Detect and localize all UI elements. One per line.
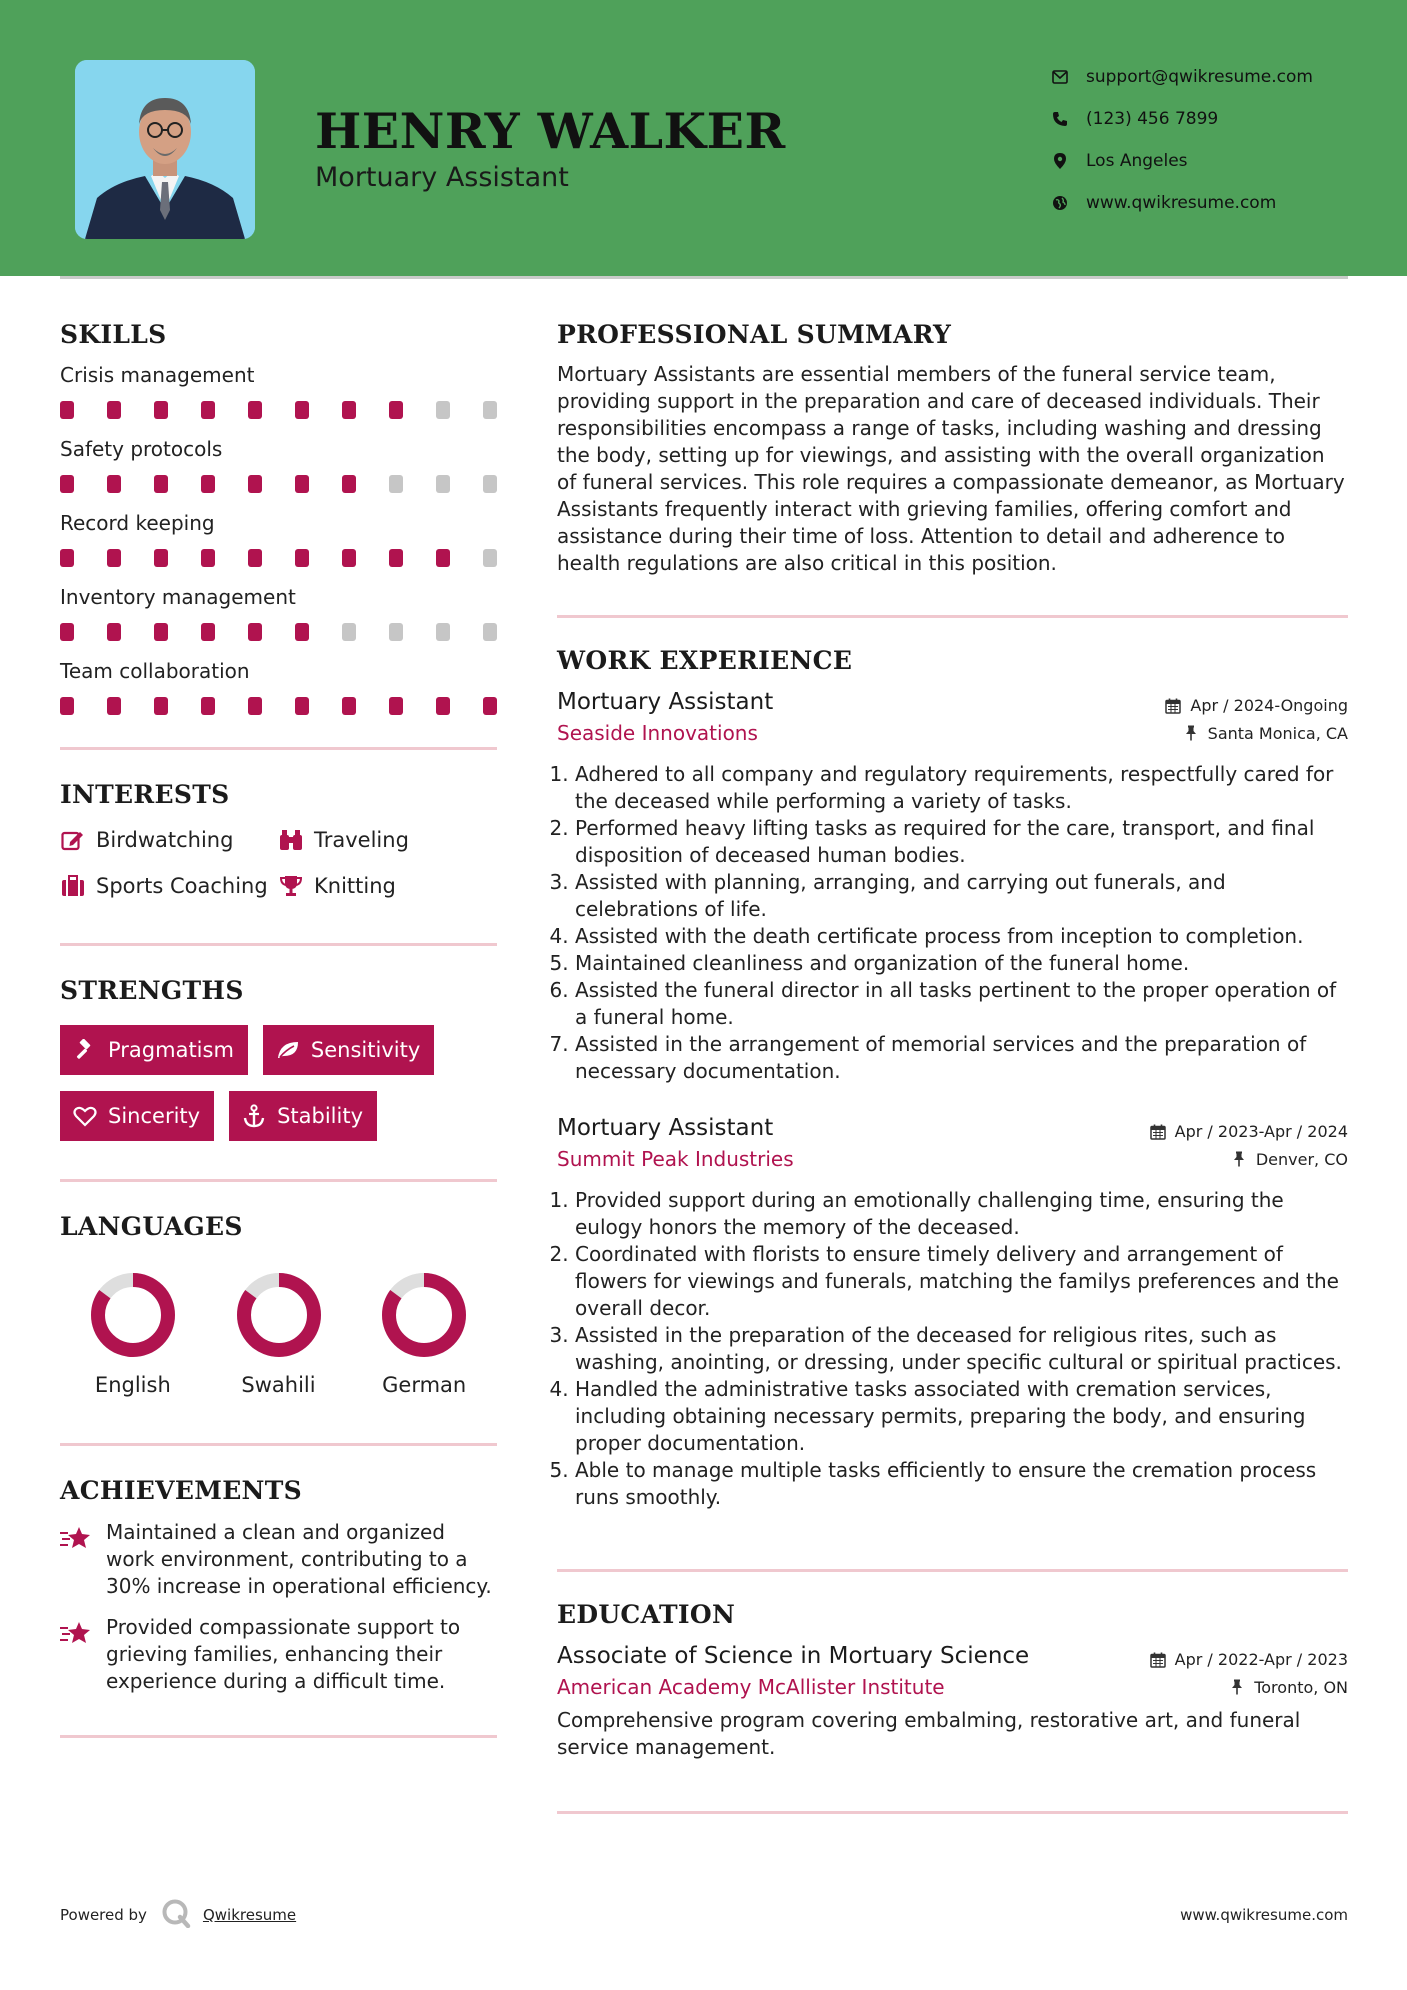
job-title: Mortuary Assistant <box>557 1115 774 1141</box>
skill-rating <box>60 623 497 643</box>
section-divider <box>60 747 497 750</box>
rating-dot-empty <box>483 475 497 493</box>
languages-heading: LANGUAGES <box>60 1212 243 1241</box>
interest-item <box>60 873 278 899</box>
leaf-icon <box>275 1037 301 1063</box>
job-subheader <box>557 721 1348 745</box>
rating-dot-filled <box>201 697 215 715</box>
rating-dot-filled <box>60 623 74 641</box>
job-bullets <box>557 1187 1348 1511</box>
rating-dot-empty <box>436 475 450 493</box>
powered-by-text: Powered by <box>60 1906 147 1924</box>
rating-dot-filled <box>436 549 450 567</box>
rating-dot-empty <box>436 623 450 641</box>
job-title: Mortuary Assistant <box>557 689 774 715</box>
contact-phone[interactable] <box>1050 98 1313 140</box>
strength-label: Sincerity <box>108 1104 201 1128</box>
skill-name: Inventory management <box>60 585 296 609</box>
briefcase-icon <box>60 873 86 899</box>
interest-label: Birdwatching <box>96 828 234 852</box>
rating-dot-filled <box>389 549 403 567</box>
education-location <box>1228 1678 1348 1697</box>
skills-heading: SKILLS <box>60 320 167 349</box>
rating-dot-empty <box>483 549 497 567</box>
education-date-text: Apr / 2022-Apr / 2023 <box>1174 1650 1348 1669</box>
achievements-heading: ACHIEVEMENTS <box>60 1476 302 1505</box>
job-header <box>557 689 1348 715</box>
interest-label: Traveling <box>314 828 409 852</box>
rating-dot-empty <box>342 623 356 641</box>
job-bullet: 1. Adhered to all company and regulatory requirements, respectfully cared for the deceased while performing a variety of tasks. <box>575 761 1348 815</box>
job-bullets <box>557 761 1348 1085</box>
education-degree: Associate of Science in Mortuary Science <box>557 1643 1030 1669</box>
language-label: Swahili <box>241 1373 316 1397</box>
rating-dot-filled <box>295 475 309 493</box>
skill-rating <box>60 401 497 421</box>
language-item <box>351 1269 497 1397</box>
job-bullet: 3. Assisted in the preparation of the deceased for religious rites, such as washing, anointing, or dressing, under specific cultural or spiritual practices. <box>575 1322 1348 1376</box>
contact-list <box>1050 56 1313 224</box>
strength-tag <box>60 1025 248 1075</box>
rating-dot-filled <box>60 401 74 419</box>
job-bullet: 5. Able to manage multiple tasks efficiently to ensure the cremation process runs smoothly. <box>575 1457 1348 1511</box>
contact-phone-text: (123) 456 7899 <box>1086 109 1219 129</box>
language-item <box>206 1269 352 1397</box>
qwikresume-link[interactable]: Qwikresume <box>202 1906 297 1924</box>
rating-dot-filled <box>154 401 168 419</box>
strength-label: Pragmatism <box>108 1038 234 1062</box>
qwikresume-logo-icon <box>161 1898 191 1932</box>
rating-dot-filled <box>107 475 121 493</box>
rating-dot-filled <box>154 697 168 715</box>
rating-dot-filled <box>295 549 309 567</box>
rating-dot-filled <box>154 549 168 567</box>
strengths-heading: STRENGTHS <box>60 976 244 1005</box>
interest-item <box>278 827 497 853</box>
language-item <box>60 1269 206 1397</box>
skill-name: Crisis management <box>60 363 255 387</box>
footer-powered-by <box>60 1898 296 1932</box>
contact-location-text: Los Angeles <box>1086 151 1188 171</box>
education-entry <box>557 1643 1348 1761</box>
job-location <box>1230 1150 1348 1169</box>
interest-item <box>278 873 497 899</box>
job-entry <box>557 689 1348 1085</box>
pushpin-icon <box>1230 1150 1248 1168</box>
language-donut <box>233 1269 325 1361</box>
rating-dot-filled <box>107 697 121 715</box>
binoculars-icon <box>278 827 304 853</box>
rating-dot-filled <box>154 623 168 641</box>
languages-section <box>60 1212 497 1397</box>
education-heading: EDUCATION <box>557 1600 736 1629</box>
job-date-text: Apr / 2023-Apr / 2024 <box>1174 1122 1348 1141</box>
education-description: Comprehensive program covering embalming, restorative art, and funeral service management. <box>557 1708 1301 1759</box>
rating-dot-empty <box>483 623 497 641</box>
job-header <box>557 1115 1348 1141</box>
skill-rating <box>60 697 497 717</box>
rating-dot-filled <box>107 401 121 419</box>
gavel-icon <box>72 1037 98 1063</box>
job-date <box>1149 1122 1348 1141</box>
rating-dot-empty <box>483 401 497 419</box>
section-divider <box>60 1179 497 1182</box>
education-school: American Academy McAllister Institute <box>557 1675 945 1699</box>
experience-section <box>557 646 1348 1511</box>
star-award-icon <box>60 1519 94 1600</box>
skill-name: Team collaboration <box>60 659 250 683</box>
strength-label: Sensitivity <box>310 1038 421 1062</box>
rating-dot-filled <box>295 623 309 641</box>
achievement-text: Maintained a clean and organized work environment, contributing to a 30% increase in operational efficiency. <box>106 1520 492 1598</box>
language-label: English <box>94 1373 171 1397</box>
job-entry <box>557 1115 1348 1511</box>
rating-dot-filled <box>483 697 497 715</box>
trophy-icon <box>278 873 304 899</box>
job-location <box>1182 724 1348 743</box>
calendar-icon <box>1149 1651 1167 1669</box>
interests-heading: INTERESTS <box>60 780 230 809</box>
contact-location <box>1050 140 1313 182</box>
achievements-section <box>60 1476 497 1695</box>
section-divider <box>557 1569 1348 1572</box>
rating-dot-filled <box>248 697 262 715</box>
rating-dot-filled <box>60 697 74 715</box>
job-bullet: 5. Maintained cleanliness and organization of the funeral home. <box>575 950 1348 977</box>
rating-dot-filled <box>201 549 215 567</box>
star-award-icon <box>60 1614 94 1695</box>
job-bullet: 2. Coordinated with florists to ensure timely delivery and arrangement of flowers for viewings and funerals, matching the familys preferences and the overall decor. <box>575 1241 1348 1322</box>
rating-dot-filled <box>201 623 215 641</box>
skill-item <box>60 363 497 421</box>
rating-dot-filled <box>436 697 450 715</box>
anchor-icon <box>241 1103 267 1129</box>
job-location-text: Santa Monica, CA <box>1207 723 1348 743</box>
summary-section <box>557 320 1348 577</box>
pushpin-icon <box>1182 724 1200 742</box>
languages-list <box>60 1269 497 1397</box>
skill-name: Record keeping <box>60 511 215 535</box>
education-date <box>1149 1650 1348 1669</box>
education-subheader <box>557 1675 1348 1699</box>
rating-dot-empty <box>389 475 403 493</box>
achievement-item <box>60 1614 497 1695</box>
skill-item <box>60 659 497 717</box>
rating-dot-filled <box>295 697 309 715</box>
contact-email[interactable] <box>1050 56 1313 98</box>
rating-dot-filled <box>342 549 356 567</box>
contact-website-text: www.qwikresume.com <box>1086 193 1277 213</box>
job-bullet: 1. Provided support during an emotionally challenging time, ensuring the eulogy honors the memory of the deceased. <box>575 1187 1348 1241</box>
rating-dot-filled <box>342 475 356 493</box>
rating-dot-filled <box>201 401 215 419</box>
pushpin-icon <box>1228 1678 1246 1696</box>
strengths-list <box>60 1025 497 1141</box>
skills-list <box>60 363 497 717</box>
strength-tag <box>60 1091 214 1141</box>
interests-list <box>60 827 497 899</box>
candidate-name: HENRY WALKER <box>315 102 786 160</box>
job-subheader <box>557 1147 1348 1171</box>
job-location-text: Denver, CO <box>1255 1149 1348 1169</box>
resume-header <box>0 0 1407 276</box>
strengths-section <box>60 976 497 1141</box>
rating-dot-filled <box>248 401 262 419</box>
interest-item <box>60 827 278 853</box>
profile-photo <box>75 60 255 239</box>
rating-dot-filled <box>389 697 403 715</box>
rating-dot-filled <box>342 401 356 419</box>
skill-rating <box>60 549 497 569</box>
calendar-icon <box>1164 697 1182 715</box>
language-label: German <box>382 1373 467 1397</box>
rating-dot-empty <box>436 401 450 419</box>
pencil-square-icon <box>60 827 86 853</box>
rating-dot-filled <box>107 623 121 641</box>
skill-item <box>60 585 497 643</box>
candidate-title: Mortuary Assistant <box>315 162 569 193</box>
contact-email-text: support@qwikresume.com <box>1086 67 1313 87</box>
skill-item <box>60 511 497 569</box>
section-divider <box>557 1811 1348 1814</box>
calendar-icon <box>1149 1123 1167 1141</box>
rating-dot-filled <box>248 475 262 493</box>
job-date-text: Apr / 2024-Ongoing <box>1190 696 1348 715</box>
experience-heading: WORK EXPERIENCE <box>557 646 853 675</box>
skill-name: Safety protocols <box>60 437 223 461</box>
strength-label: Stability <box>277 1104 364 1128</box>
language-donut <box>378 1269 470 1361</box>
heart-icon <box>72 1103 98 1129</box>
education-header <box>557 1643 1348 1669</box>
skills-section <box>60 320 497 717</box>
phone-icon <box>1050 109 1070 129</box>
education-section <box>557 1600 1348 1761</box>
rating-dot-filled <box>201 475 215 493</box>
section-divider <box>60 943 497 946</box>
rating-dot-filled <box>295 401 309 419</box>
rating-dot-empty <box>389 623 403 641</box>
section-divider <box>60 1735 497 1738</box>
right-column <box>557 320 1348 1814</box>
job-company: Summit Peak Industries <box>557 1147 794 1171</box>
rating-dot-filled <box>60 549 74 567</box>
job-company: Seaside Innovations <box>557 721 758 745</box>
rating-dot-filled <box>342 697 356 715</box>
rating-dot-filled <box>107 549 121 567</box>
skill-rating <box>60 475 497 495</box>
rating-dot-filled <box>60 475 74 493</box>
rating-dot-filled <box>248 549 262 567</box>
job-bullet: 2. Performed heavy lifting tasks as required for the care, transport, and final disposition of deceased human bodies. <box>575 815 1348 869</box>
job-date <box>1164 696 1348 715</box>
job-bullet: 4. Assisted with the death certificate process from inception to completion. <box>575 923 1348 950</box>
globe-icon <box>1050 193 1070 213</box>
achievement-text: Provided compassionate support to grieving families, enhancing their experience during a difficult time. <box>106 1615 461 1693</box>
interest-label: Knitting <box>314 874 396 898</box>
footer-website[interactable]: www.qwikresume.com <box>1180 1906 1348 1924</box>
rating-dot-filled <box>248 623 262 641</box>
job-bullet: 4. Handled the administrative tasks associated with cremation services, including obtaining necessary permits, preparing the body, and ensuring proper documentation. <box>575 1376 1348 1457</box>
job-bullet: 7. Assisted in the arrangement of memorial services and the preparation of necessary documentation. <box>575 1031 1348 1085</box>
rating-dot-filled <box>389 401 403 419</box>
job-bullet: 6. Assisted the funeral director in all tasks pertinent to the proper operation of a funeral home. <box>575 977 1348 1031</box>
rating-dot-filled <box>154 475 168 493</box>
education-location-text: Toronto, ON <box>1254 1677 1348 1697</box>
contact-website[interactable] <box>1050 182 1313 224</box>
left-column <box>60 320 497 1738</box>
skill-item <box>60 437 497 495</box>
language-donut <box>87 1269 179 1361</box>
envelope-icon <box>1050 67 1070 87</box>
achievement-item <box>60 1519 497 1600</box>
job-bullet: 3. Assisted with planning, arranging, and carrying out funerals, and celebrations of life. <box>575 869 1348 923</box>
strength-tag <box>263 1025 434 1075</box>
section-divider <box>557 615 1348 618</box>
summary-heading: PROFESSIONAL SUMMARY <box>557 320 952 349</box>
header-divider <box>60 276 1348 279</box>
map-pin-icon <box>1050 151 1070 171</box>
interests-section <box>60 780 497 899</box>
strength-tag <box>229 1091 377 1141</box>
summary-text: Mortuary Assistants are essential members of the funeral service team, providing support in the preparation and care of deceased individuals. Their responsibilities encompass a range of tasks, including washing and dressing the body, setting up for viewings, and assisting with the overall organization of funeral services. This role requires a compassionate demeanor, as Mortuary Assistants frequently interact with grieving families, offering comfort and assistance during their time of loss. Attention to detail and adherence to health regulations are also critical in this position. <box>557 362 1345 575</box>
section-divider <box>60 1443 497 1446</box>
interest-label: Sports Coaching <box>96 874 268 898</box>
